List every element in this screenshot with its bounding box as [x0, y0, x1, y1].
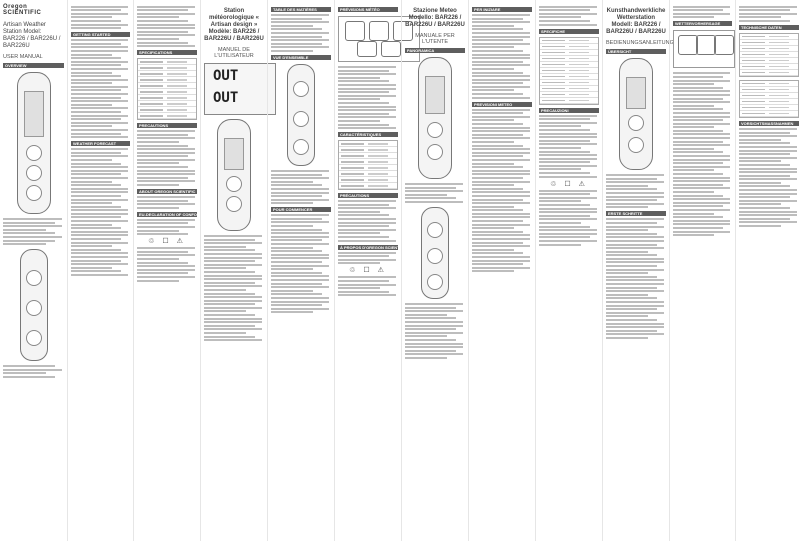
de-section-getting-started: ERSTE SCHRITTE: [606, 211, 666, 216]
it-spec-table: [539, 37, 599, 105]
device-side-illustration: [217, 119, 251, 231]
fr-manual-label: MANUEL DE L'UTILISATEUR: [214, 47, 254, 59]
fr-text-column-2: [334, 0, 408, 541]
device-back-illustration: [20, 249, 48, 361]
en-spec-table: [137, 58, 197, 120]
lcd-line-2: OUT: [213, 90, 239, 106]
fr-section-toc: TABLE DES MATIÈRES: [271, 7, 331, 12]
en-section-declaration: EU-DECLARATION OF CONFORMITY: [139, 211, 210, 217]
fr-compliance-marks-icon: ♲ ☐ ⚠: [349, 267, 387, 275]
fr-spec-table: [338, 140, 398, 190]
en-section-about: ABOUT OREGON SCIENTIFIC: [139, 189, 196, 195]
fr-section-overview: VUE D'ENSEMBLE: [271, 55, 331, 60]
de-manual-label: BEDIENUNGSANLEITUNG: [606, 40, 674, 46]
fr-product-title: Station météorologique « Artisan design » Modèle: BAR226 / BAR226U / BAR226U: [204, 8, 264, 42]
it-device-back-illustration: [421, 207, 449, 299]
en-section-overview: OVERVIEW: [3, 63, 64, 68]
it-cover-column: [401, 0, 468, 541]
de-product-title: Kunsthandwerkliche Wetterstation Modell: BAR226 / BAR226U / BAR226U: [606, 8, 666, 35]
compliance-marks-icon: ♲ ☐ ⚠: [148, 238, 186, 246]
de-section-overview: ÜBERSICHT: [606, 49, 666, 54]
it-section-forecast: PREVISIONI METEO: [472, 102, 532, 107]
it-section-overview: PANORAMICA: [405, 48, 465, 53]
lcd-line-1: OUT: [213, 68, 239, 84]
brand-logo: Oregon SCIENTIFIC: [3, 4, 42, 16]
en-text-column-2: [133, 0, 210, 541]
it-section-getting-started: PER INIZIARE: [472, 7, 532, 12]
fr-cover-column: [200, 0, 267, 541]
it-manual-label: MANUALE PER L'UTENTE: [415, 33, 455, 45]
it-section-precautions: PRECAUZIONI: [539, 108, 599, 113]
fr-section-about: À PROPOS D'OREGON SCIENTIFIC: [340, 244, 408, 250]
fr-text-column-1: [267, 0, 334, 541]
de-spec-table-2: [739, 80, 799, 118]
de-section-specifications: TECHNISCHE DATEN: [739, 25, 799, 30]
it-device-illustration: [418, 57, 452, 179]
fr-section-specifications: CARACTÉRISTIQUES: [338, 132, 398, 137]
de-device-illustration: [619, 58, 653, 170]
de-forecast-icons-diagram: [673, 30, 735, 68]
it-compliance-marks-icon: ♲ ☐ ⚠: [550, 180, 588, 188]
fr-section-getting-started: POUR COMMENCER: [271, 207, 331, 212]
en-text-column-1: [67, 0, 133, 541]
en-section-specifications: SPECIFICATIONS: [137, 50, 197, 55]
it-text-column-2: [535, 0, 602, 541]
device-front-illustration: [17, 72, 51, 214]
de-section-forecast: WETTERVORHERSAGE: [673, 21, 732, 26]
en-manual-label: USER MANUAL: [3, 54, 43, 60]
de-text-column-1: [669, 0, 735, 541]
en-section-precautions: PRECAUTIONS: [137, 123, 197, 128]
fr-section-precautions: PRÉCAUTIONS: [338, 193, 398, 198]
it-section-specifications: SPECIFICHE: [539, 29, 599, 34]
fr-section-forecast: PRÉVISIONS MÉTÉO: [338, 7, 398, 12]
it-text-column-1: [468, 0, 535, 541]
en-section-getting-started: GETTING STARTED: [71, 32, 130, 37]
de-text-column-2: [735, 0, 802, 541]
lcd-display-illustration: [204, 63, 276, 115]
en-product-title: Artisan Weather Station Model: BAR226 / BAR226U / BAR226U: [3, 22, 61, 49]
it-product-title: Stazione Meteo Modello: BAR226 / BAR226U / BAR226U: [405, 8, 465, 28]
de-section-precautions: VORSICHTSMASSNAHMEN: [739, 121, 799, 126]
fr-device-illustration: [287, 64, 315, 166]
en-section-forecast: WEATHER FORECAST: [71, 141, 130, 146]
de-cover-column: [602, 0, 674, 541]
de-spec-table-1: [739, 33, 799, 77]
en-cover-column: [0, 0, 67, 541]
